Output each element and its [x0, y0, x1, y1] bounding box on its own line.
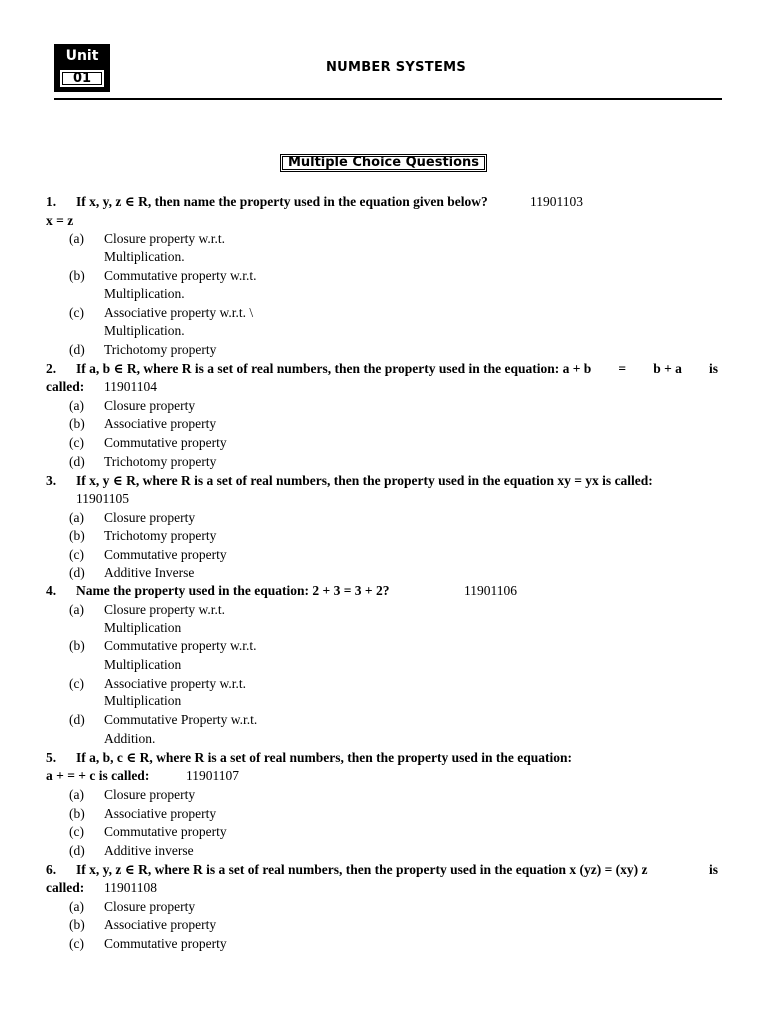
question-code: 11901103 [530, 194, 583, 209]
option-text: Commutative property [104, 547, 227, 562]
option-text-cont: Multiplication. [104, 286, 185, 301]
page-title: NUMBER SYSTEMS [325, 60, 467, 75]
question-text [76, 861, 718, 879]
option-text-cont: Multiplication [104, 620, 182, 635]
question-number: 2. [46, 361, 57, 376]
question-code: 11901105 [76, 491, 129, 506]
question-text-cont: called: [46, 379, 85, 394]
section-title [280, 154, 487, 172]
question-number: 6. [46, 862, 57, 877]
question-equation: x = z [46, 213, 74, 228]
option-letter: (b) [69, 416, 85, 431]
question-number: 5. [46, 750, 57, 765]
question-text: If x, y ∈ R, where R is a set of real numbers, then the property used in the equation xy = yx is called: [76, 473, 653, 488]
option-letter: (b) [69, 638, 85, 653]
option-letter: (a) [69, 787, 84, 802]
option-text: Commutative property w.r.t. [104, 268, 257, 283]
option-text: Commutative property w.r.t. [104, 638, 257, 653]
question-code: 11901107 [186, 768, 239, 783]
question-code: 11901106 [464, 583, 517, 598]
question-text-part: is [708, 361, 718, 376]
option-text: Associative property [104, 917, 217, 932]
option-letter: (c) [69, 676, 84, 691]
unit-label: Unit [65, 48, 99, 64]
question-code: 11901104 [104, 379, 157, 394]
question-text: If a, b, c ∈ R, where R is a set of real numbers, then the property used in the equation: [76, 750, 572, 765]
option-letter: (d) [69, 565, 85, 580]
header-divider [54, 98, 722, 100]
option-text: Trichotomy property [104, 528, 217, 543]
question-number: 4. [46, 583, 57, 598]
option-text: Closure property [104, 899, 196, 914]
question-text-cont: called: [46, 880, 85, 895]
option-letter: (c) [69, 936, 84, 951]
question-code: 11901108 [104, 880, 157, 895]
option-letter: (b) [69, 917, 85, 932]
option-letter: (a) [69, 602, 84, 617]
option-text: Associative property w.r.t. \ [104, 305, 254, 320]
question-text-part: = [618, 361, 627, 376]
option-text: Trichotomy property [104, 342, 217, 357]
question-text-part: If x, y, z ∈ R, where R is a set of real numbers, then the property used in the equation x (yz) = (xy) z [76, 862, 648, 877]
option-letter: (c) [69, 305, 84, 320]
option-text: Additive Inverse [104, 565, 195, 580]
question-text: Name the property used in the equation: 2 + 3 = 3 + 2? [76, 583, 390, 598]
option-letter: (a) [69, 231, 84, 246]
option-text-cont: Multiplication. [104, 323, 185, 338]
option-letter: (d) [69, 342, 85, 357]
question-number: 1. [46, 194, 57, 209]
option-letter: (d) [69, 843, 85, 858]
option-text: Closure property [104, 787, 196, 802]
question-text-part: If a, b ∈ R, where R is a set of real numbers, then the property used in the equation: a + b [76, 361, 592, 376]
option-text: Closure property [104, 510, 196, 525]
option-letter: (a) [69, 398, 84, 413]
unit-number: 01 [72, 71, 92, 86]
option-text-cont: Multiplication [104, 693, 182, 708]
option-text-cont: Multiplication [104, 657, 182, 672]
option-text: Closure property [104, 398, 196, 413]
option-letter: (a) [69, 899, 84, 914]
question-text: If x, y, z ∈ R, then name the property used in the equation given below? [76, 194, 488, 209]
option-text: Commutative Property w.r.t. [104, 712, 258, 727]
option-text: Trichotomy property [104, 454, 217, 469]
option-letter: (c) [69, 824, 84, 839]
question-text [76, 360, 718, 378]
section-title-text: Multiple Choice Questions [287, 155, 480, 170]
question-text-cont: a + = + c is called: [46, 768, 150, 783]
option-text: Commutative property [104, 936, 227, 951]
question-text-part: b + a [653, 361, 682, 376]
option-text-cont: Multiplication. [104, 249, 185, 264]
section-title-frame [282, 156, 485, 170]
option-text: Closure property w.r.t. [104, 602, 225, 617]
option-letter: (b) [69, 528, 85, 543]
option-text: Associative property [104, 806, 217, 821]
option-letter: (a) [69, 510, 84, 525]
option-letter: (c) [69, 547, 84, 562]
option-text-cont: Addition. [104, 731, 156, 746]
option-letter: (d) [69, 712, 85, 727]
option-letter: (b) [69, 806, 85, 821]
option-text: Associative property [104, 416, 217, 431]
question-text-part: is [708, 862, 718, 877]
option-text: Additive inverse [104, 843, 194, 858]
option-letter: (c) [69, 435, 84, 450]
question-number: 3. [46, 473, 57, 488]
option-text: Associative property w.r.t. [104, 676, 246, 691]
option-text: Closure property w.r.t. [104, 231, 225, 246]
option-text: Commutative property [104, 435, 227, 450]
option-text: Commutative property [104, 824, 227, 839]
option-letter: (d) [69, 454, 85, 469]
option-letter: (b) [69, 268, 85, 283]
